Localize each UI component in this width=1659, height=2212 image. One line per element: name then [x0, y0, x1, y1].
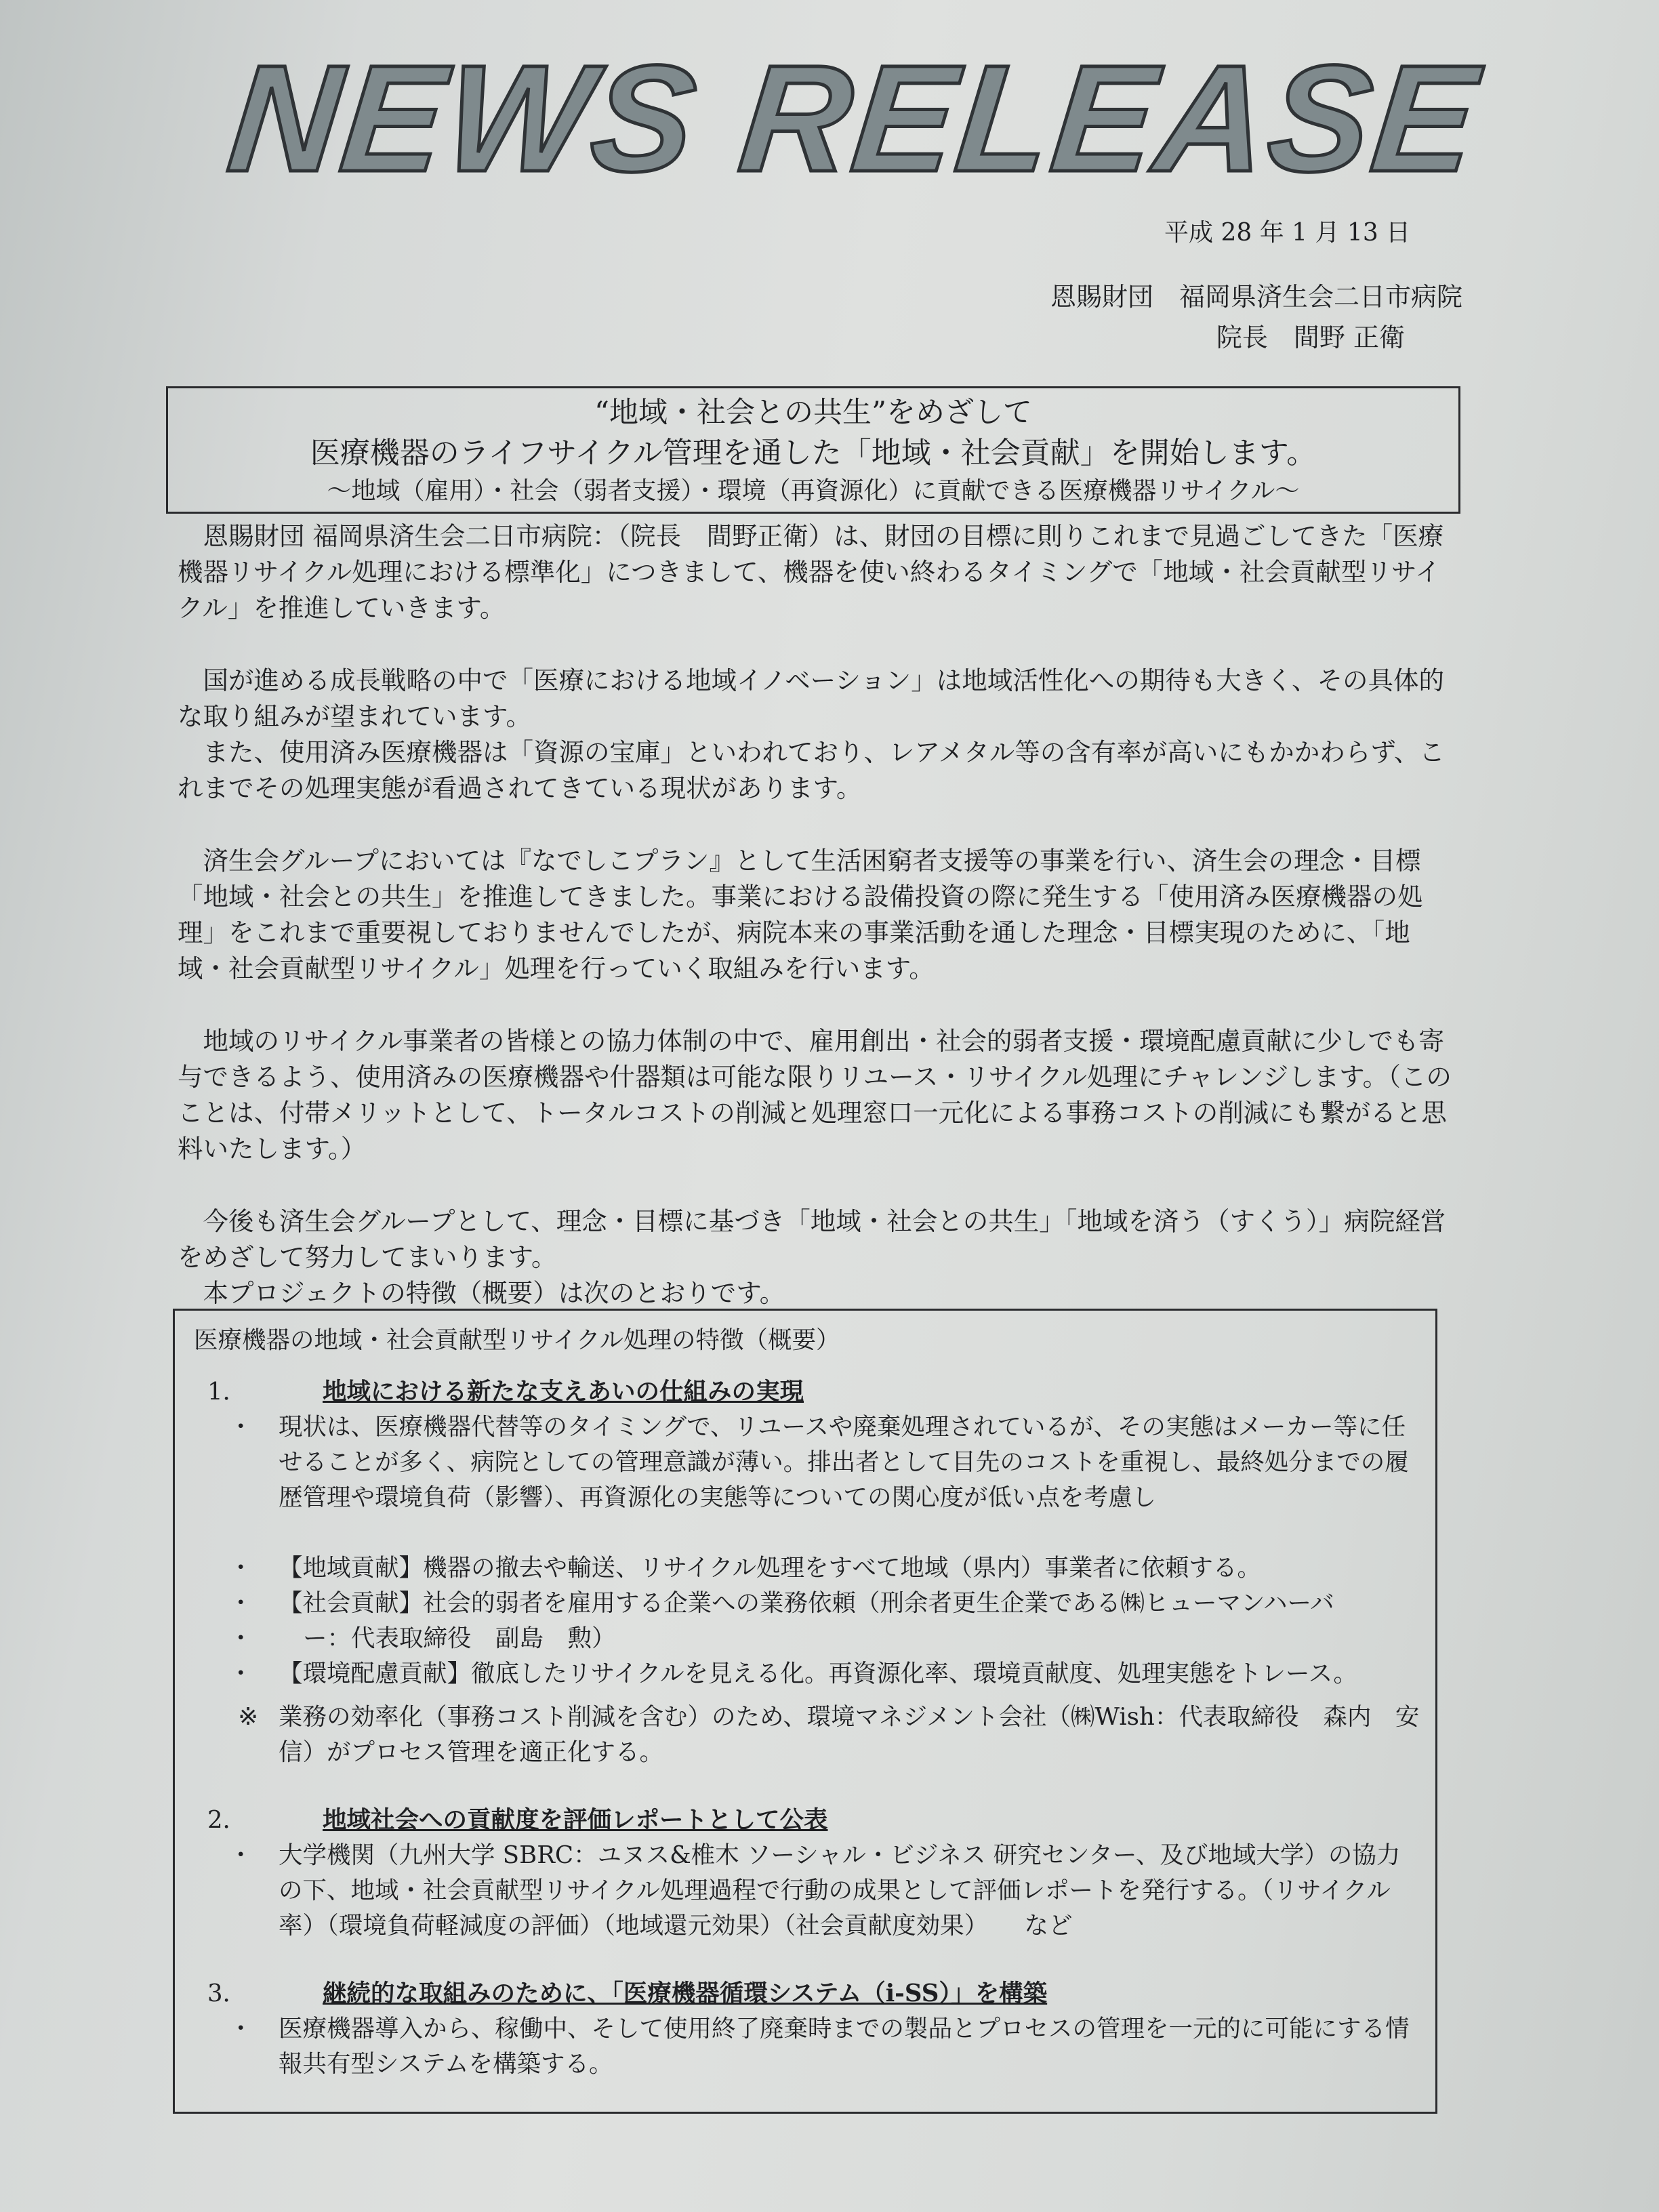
issuer-block — [1050, 276, 1462, 358]
paragraph: 済生会グループにおいては『なでしこプラン』として生活困窮者支援等の事業を行い、済生会の理念・目標「地域・社会との共生」を推進してきました。事業における設備投資の際に発生する「使用済み医療機器の処理」をこれまで重要視しておりませんでしたが、病院本来の事業活動を通した理念・目標実現のために、「地域・社会貢献型リサイクル」処理を行っていく取組みを行います。 — [178, 846, 1423, 983]
list-item — [194, 1621, 1422, 1656]
paragraph: 地域のリサイクル事業者の皆様との協力体制の中で、雇用創出・社会的弱者支援・環境配慮貢献に少しでも寄与できるよう、使用済みの医療機器や什器類は可能な限りリユース・リサイクル処理にチャレンジします。（このことは、付帯メリットとして、トータルコストの削減と処理窓口一元化による事務コストの削減にも繋がると思料いたします。） — [178, 1026, 1452, 1164]
list-item-text: 【地域貢献】機器の撤去や輸送、リサイクル処理をすべて地域（県内）事業者に依頼する。 — [279, 1554, 1261, 1582]
bullet: ・ — [228, 1660, 253, 1687]
bullet: ・ — [228, 1413, 253, 1441]
masthead-logo: NEWS RELEASE — [221, 34, 1487, 203]
paragraph: 本プロジェクトの特徴（概要）は次のとおりです。 — [203, 1278, 785, 1308]
bullet: ・ — [228, 1624, 253, 1652]
headline-line-2: 医療機器のライフサイクル管理を通した「地域・社会貢献」を開始します。 — [310, 436, 1317, 470]
list-item — [194, 2011, 1422, 2082]
features-box — [173, 1309, 1437, 2114]
list-item-text: 医療機器導入から、稼働中、そして使用終了廃棄時までの製品とプロセスの管理を一元的に可能にする情報共有型システムを構築する。 — [279, 2015, 1410, 2078]
list-item-text: 【環境配慮貢献】徹底したリサイクルを見える化。再資源化率、環境貢献度、処理実態をトレース。 — [279, 1660, 1357, 1687]
headline-subtitle: ～地域（雇用）・社会（弱者支援）・環境（再資源化）に貢献できる医療機器リサイクル～ — [327, 477, 1300, 505]
note-text: 業務の効率化（事務コスト削減を含む）のため、環境マネジメント会社（㈱Wish：代表取締役 森内 安信）がプロセス管理を適正化する。 — [279, 1703, 1420, 1766]
body-text — [178, 518, 1458, 1311]
list-item — [194, 1838, 1422, 1944]
list-item-text: 現状は、医療機器代替等のタイミングで、リユースや廃棄処理されているが、その実態はメーカー等に任せることが多く、病院としての管理意識が薄い。排出者として目先のコストを重視し、最終処分までの履歴管理や環境負荷（影響）、再資源化の実態等についての関心度が低い点を考慮し — [279, 1413, 1409, 1511]
release-date: 平成 28 年 1 月 13 日 — [1164, 219, 1411, 247]
section-number: 3． — [207, 1980, 247, 2007]
headline-line-1: “地域・社会との共生”をめざして — [594, 396, 1032, 430]
paragraph: 今後も済生会グループとして、理念・目標に基づき「地域・社会との共生」「地域を済う（すくう）」病院経営をめざして努力してまいります。 — [178, 1206, 1446, 1272]
section-title: 地域社会への貢献度を評価レポートとして公表 — [323, 1806, 828, 1834]
headline-box — [166, 386, 1460, 514]
section-heading — [194, 1976, 1422, 2011]
section-number: 2． — [207, 1806, 247, 1834]
bullet: ・ — [228, 1841, 253, 1869]
section-heading — [194, 1374, 1422, 1410]
section-heading — [194, 1803, 1422, 1838]
issuer-name: 院長 間野 正衛 — [1216, 323, 1405, 352]
section-title: 継続的な取組みのために、「医療機器循環システム（i-SS）」を構築 — [323, 1980, 1048, 2007]
list-item-text: ー：代表取締役 副島 勲） — [303, 1624, 616, 1652]
section-title: 地域における新たな支えあいの仕組みの実現 — [323, 1378, 804, 1406]
list-item-text: 【社会貢献】社会的弱者を雇用する企業への業務依頼（刑余者更生企業である㈱ヒューマンハーバ — [279, 1589, 1334, 1617]
bullet: ・ — [228, 1554, 253, 1582]
list-item — [194, 1656, 1422, 1692]
paragraph: 恩賜財団 福岡県済生会二日市病院：（院長 間野正衛）は、財団の目標に則りこれまで見過ごしてきた「医療機器リサイクル処理における標準化」につきまして、機器を使い終わるタイミングで「地域・社会貢献型リサイクル」を推進していきます。 — [178, 521, 1444, 623]
list-item — [194, 1586, 1422, 1621]
bullet: ・ — [228, 2015, 253, 2043]
issuer-organization: 恩賜財団 福岡県済生会二日市病院 — [1050, 282, 1462, 312]
features-title: 医療機器の地域・社会貢献型リサイクル処理の特徴（概要） — [194, 1326, 840, 1354]
list-item — [194, 1551, 1422, 1586]
list-item — [194, 1410, 1422, 1515]
note-mark: ※ — [238, 1703, 258, 1731]
section-number: 1． — [207, 1378, 247, 1406]
list-item-text: 大学機関（九州大学 SBRC：ユヌス&椎木 ソーシャル・ビジネス 研究センター、及び地域大学）の協力の下、地域・社会貢献型リサイクル処理過程で行動の成果として評価レポートを発行する。（リサイクル率）（環境負荷軽減度の評価）（地域還元効果）（社会貢献度効果） など — [279, 1841, 1401, 1940]
paragraph: また、使用済み医療機器は「資源の宝庫」といわれており、レアメタル等の含有率が高いにもかかわらず、これまでその処理実態が看過されてきている現状があります。 — [178, 737, 1445, 803]
bullet: ・ — [228, 1589, 253, 1617]
note-item — [194, 1700, 1422, 1770]
paragraph: 国が進める成長戦略の中で「医療における地域イノベーション」は地域活性化への期待も大きく、その具体的な取り組みが望まれています。 — [178, 665, 1444, 731]
